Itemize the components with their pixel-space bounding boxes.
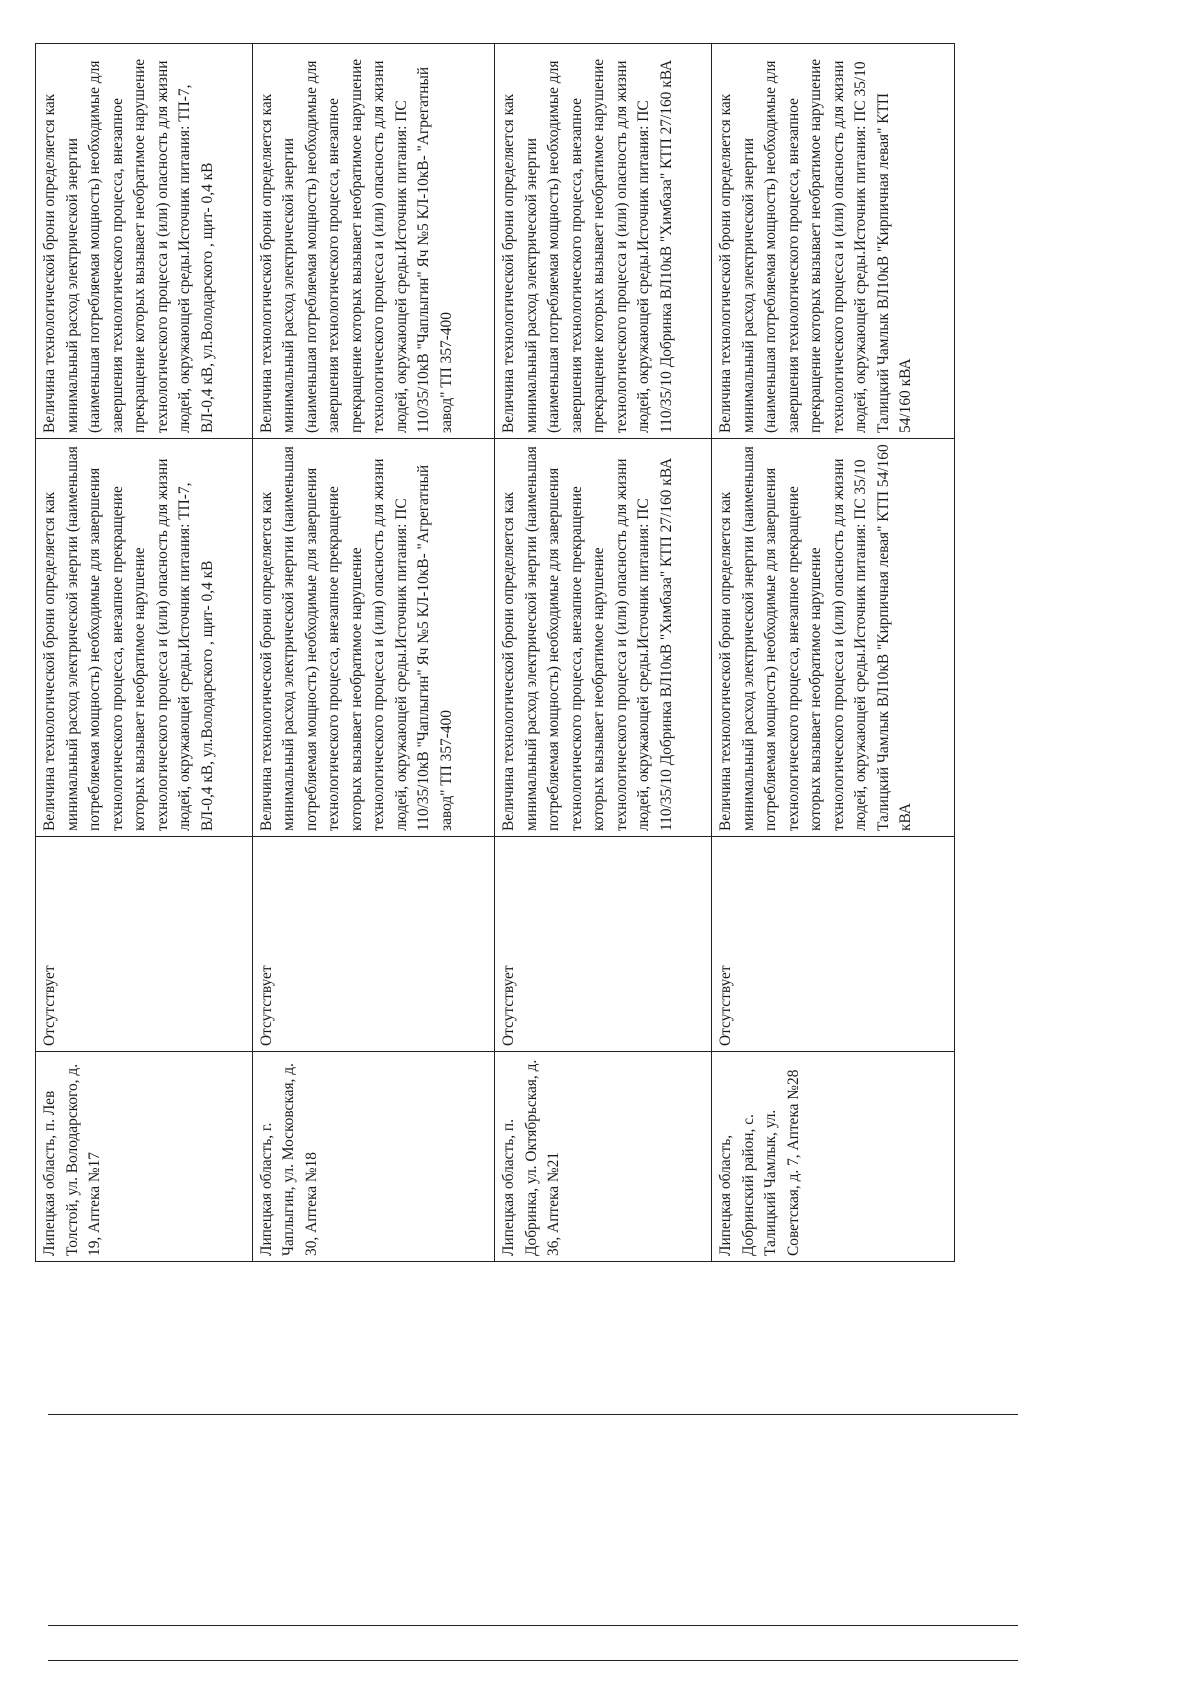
rotated-page-content — [35, 44, 955, 1262]
avar-bron-cell: Величина технологической брони определяется как минимальный расход электрической энергии (наименьшая потребляемая мощность) необходимые для завершения технологического процесса, внезапное прекращение которых вызывает необратимое нарушение технологического процесса и (или) опасность для жизни людей, окружающей среды.Источник питания: ПС 110/35/10 Добринка ВЛ10кВ "Химбаза" КТП 27/160 кВА — [495, 44, 712, 439]
address-cell: Липецкая область, п. Добринка, ул. Октябрьская, д. 36, Аптека №21 — [495, 1052, 712, 1262]
tech-bron-cell: Величина технологической брони определяется как минимальный расход электрической энергии (наименьшая потребляемая мощность) необходимые для завершения технологического процесса, внезапное прекращение которых вызывает необратимое нарушение технологического процесса и (или) опасность для жизни людей, окружающей среды.Источник питания: ПС 35/10 Талицкий Чамлык ВЛ10кВ "Кирпичная левая" КТП 54/160 кВА — [712, 439, 955, 837]
address-cell: Липецкая область, г. Чаплыгин, ул. Московская, д. 30, Аптека №18 — [252, 1052, 495, 1262]
tech-bron-cell: Величина технологической брони определяется как минимальный расход электрической энергии (наименьшая потребляемая мощность) необходимые для завершения технологического процесса, внезапное прекращение которых вызывает необратимое нарушение технологического процесса и (или) опасность для жизни людей, окружающей среды.Источник питания: ПС 110/35/10кВ "Чаплыгин" Яч №5 КЛ-10кВ- "Агрегатный завод" ТП 357-400 — [252, 439, 495, 837]
table-row — [712, 44, 955, 1262]
avar-bron-cell: Величина технологической брони определяется как минимальный расход электрической энергии (наименьшая потребляемая мощность) необходимые для завершения технологического процесса, внезапное прекращение которых вызывает необратимое нарушение технологического процесса и (или) опасность для жизни людей, окружающей среды.Источник питания: ПС 110/35/10кВ "Чаплыгин" Яч №5 КЛ-10кВ- "Агрегатный завод" ТП 357-400 — [252, 44, 495, 439]
pharmacy-power-table — [35, 43, 955, 1262]
table-row — [36, 44, 253, 1262]
table-row — [495, 44, 712, 1262]
horizontal-rule — [48, 1660, 1018, 1661]
tech-bron-cell: Величина технологической брони определяется как минимальный расход электрической энергии (наименьшая потребляемая мощность) необходимые для завершения технологического процесса, внезапное прекращение которых вызывает необратимое нарушение технологического процесса и (или) опасность для жизни людей, окружающей среды.Источник питания: ТП-7, ВЛ-0,4 кВ, ул.Володарского , щит- 0,4 кВ — [36, 439, 253, 837]
status-cell: Отсутствует — [36, 837, 253, 1052]
status-cell: Отсутствует — [495, 837, 712, 1052]
status-cell: Отсутствует — [712, 837, 955, 1052]
table-row — [252, 44, 495, 1262]
avar-bron-cell: Величина технологической брони определяется как минимальный расход электрической энергии (наименьшая потребляемая мощность) необходимые для завершения технологического процесса, внезапное прекращение которых вызывает необратимое нарушение технологического процесса и (или) опасность для жизни людей, окружающей среды.Источник питания: ПС 35/10 Талицкий Чамлык ВЛ10кВ "Кирпичная левая" КТП 54/160 кВА — [712, 44, 955, 439]
horizontal-rule — [48, 1414, 1018, 1415]
avar-bron-cell: Величина технологической брони определяется как минимальный расход электрической энергии (наименьшая потребляемая мощность) необходимые для завершения технологического процесса, внезапное прекращение которых вызывает необратимое нарушение технологического процесса и (или) опасность для жизни людей, окружающей среды.Источник питания: ТП-7, ВЛ-0,4 кВ, ул.Володарского , щит- 0,4 кВ — [36, 44, 253, 439]
status-cell: Отсутствует — [252, 837, 495, 1052]
address-cell: Липецкая область, п. Лев Толстой, ул. Володарского, д. 19, Аптека №17 — [36, 1052, 253, 1262]
tech-bron-cell: Величина технологической брони определяется как минимальный расход электрической энергии (наименьшая потребляемая мощность) необходимые для завершения технологического процесса, внезапное прекращение которых вызывает необратимое нарушение технологического процесса и (или) опасность для жизни людей, окружающей среды.Источник питания: ПС 110/35/10 Добринка ВЛ10кВ "Химбаза" КТП 27/160 кВА — [495, 439, 712, 837]
address-cell: Липецкая область, Добринский район, с. Талицкий Чамлык, ул. Советская, д. 7, Аптека №28 — [712, 1052, 955, 1262]
horizontal-rule — [48, 1625, 1018, 1626]
